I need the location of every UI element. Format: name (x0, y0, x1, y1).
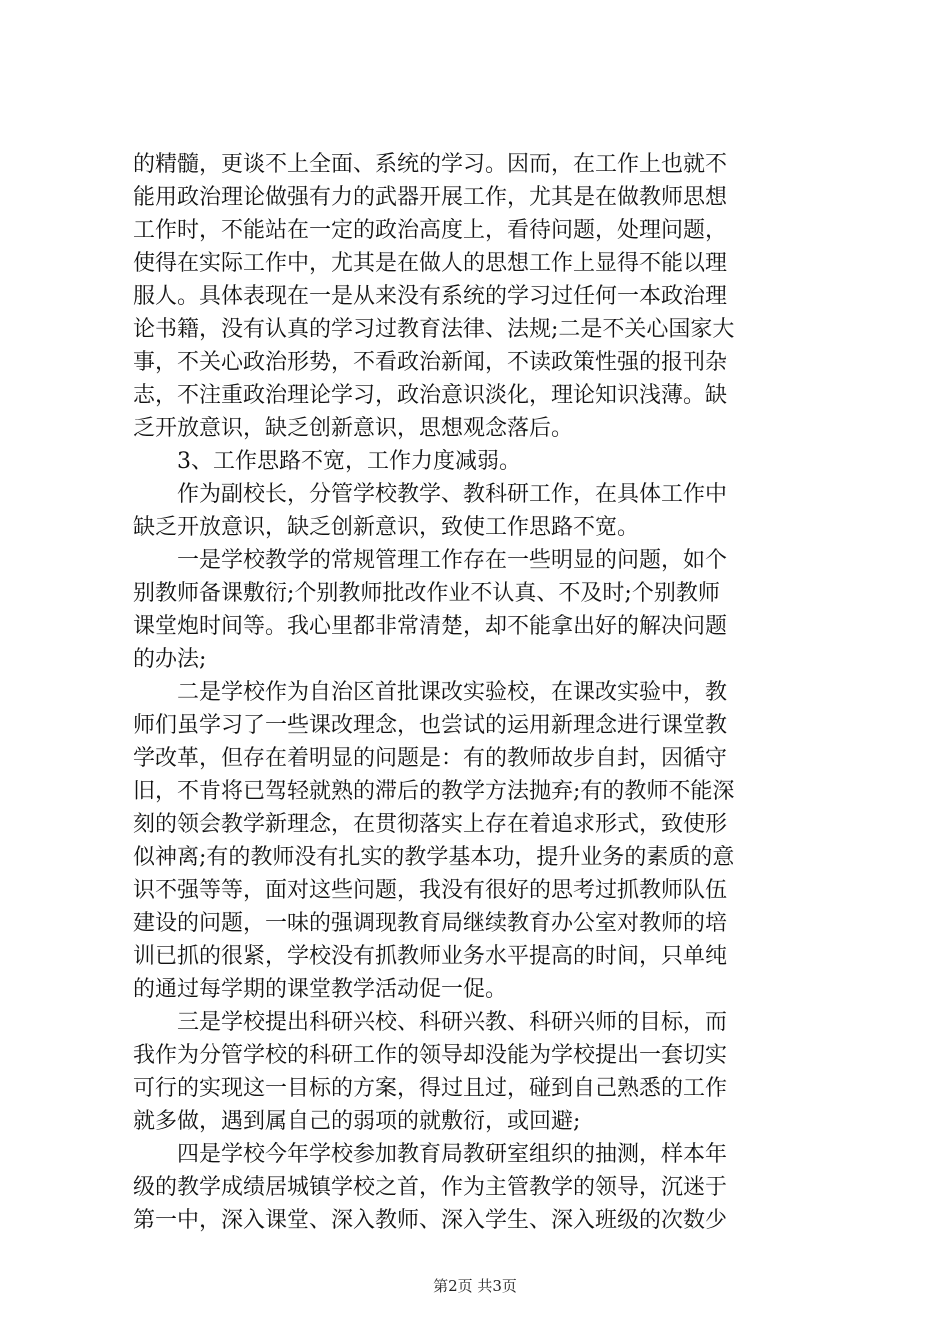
text-line: 事，不关心政治形势，不看政治新闻，不读政策性强的报刊杂 (133, 350, 728, 375)
text-line: 别教师备课敷衍;个别教师批改作业不认真、不及时;个别教师 (133, 581, 720, 606)
text-line: 建设的问题，一味的强调现教育局继续教育办公室对教师的培 (133, 911, 728, 936)
text-line: 学改革，但存在着明显的问题是：有的教师故步自封，因循守 (133, 746, 728, 771)
text-line: 的通过每学期的课堂教学活动促一促。 (133, 977, 508, 1002)
text-line: 作为副校长，分管学校教学、教科研工作，在具体工作中 (133, 482, 728, 507)
text-line: 志，不注重政治理论学习，政治意识淡化，理论知识浅薄。缺 (133, 383, 728, 408)
text-line: 课堂炮时间等。我心里都非常清楚，却不能拿出好的解决问题 (133, 614, 728, 639)
text-line: 可行的实现这一目标的方案，得过且过，碰到自己熟悉的工作 (133, 1076, 728, 1101)
text-line: 的精髓，更谈不上全面、系统的学习。因而，在工作上也就不 (133, 152, 728, 177)
page-footer: 第2页 共3页 (433, 1277, 517, 1295)
text-line: 师们虽学习了一些课改理念，也尝试的运用新理念进行课堂教 (133, 713, 728, 738)
text-line: 四是学校今年学校参加教育局教研室组织的抽测，样本年 (133, 1142, 728, 1167)
text-line: 二是学校作为自治区首批课改实验校，在课改实验中，教 (133, 680, 728, 705)
text-line: 级的教学成绩居城镇学校之首，作为主管教学的领导，沉迷于 (133, 1175, 728, 1200)
text-line: 就多做，遇到属自己的弱项的就敷衍，或回避; (133, 1109, 581, 1134)
text-line: 训已抓的很紧，学校没有抓教师业务水平提高的时间，只单纯 (133, 944, 728, 969)
text-line: 3、工作思路不宽，工作力度减弱。 (133, 449, 521, 474)
text-line: 似神离;有的教师没有扎实的教学基本功，提升业务的素质的意 (133, 845, 735, 870)
text-line: 旧，不肯将已驾轻就熟的滞后的教学方法抛弃;有的教师不能深 (133, 779, 735, 804)
text-line: 缺乏开放意识，缺乏创新意识，致使工作思路不宽。 (133, 515, 640, 540)
text-line: 我作为分管学校的科研工作的领导却没能为学校提出一套切实 (133, 1043, 728, 1068)
text-line: 第一中，深入课堂、深入教师、深入学生、深入班级的次数少 (133, 1208, 728, 1233)
text-line: 使得在实际工作中，尤其是在做人的思想工作上显得不能以理 (133, 251, 728, 276)
text-line: 乏开放意识，缺乏创新意识，思想观念落后。 (133, 416, 574, 441)
text-line: 能用政治理论做强有力的武器开展工作，尤其是在做教师思想 (133, 185, 728, 210)
text-line: 的办法; (133, 647, 207, 672)
text-line: 工作时，不能站在一定的政治高度上，看待问题，处理问题， (133, 218, 728, 243)
text-line: 识不强等等，面对这些问题，我没有很好的思考过抓教师队伍 (133, 878, 728, 903)
text-line: 三是学校提出科研兴校、科研兴教、科研兴师的目标，而 (133, 1010, 728, 1035)
text-line: 论书籍，没有认真的学习过教育法律、法规;二是不关心国家大 (133, 317, 735, 342)
text-line: 一是学校教学的常规管理工作存在一些明显的问题，如个 (133, 548, 728, 573)
text-line: 刻的领会教学新理念，在贯彻落实上存在着追求形式，致使形 (133, 812, 728, 837)
text-line: 服人。具体表现在一是从来没有系统的学习过任何一本政治理 (133, 284, 728, 309)
document-body (133, 148, 833, 1237)
